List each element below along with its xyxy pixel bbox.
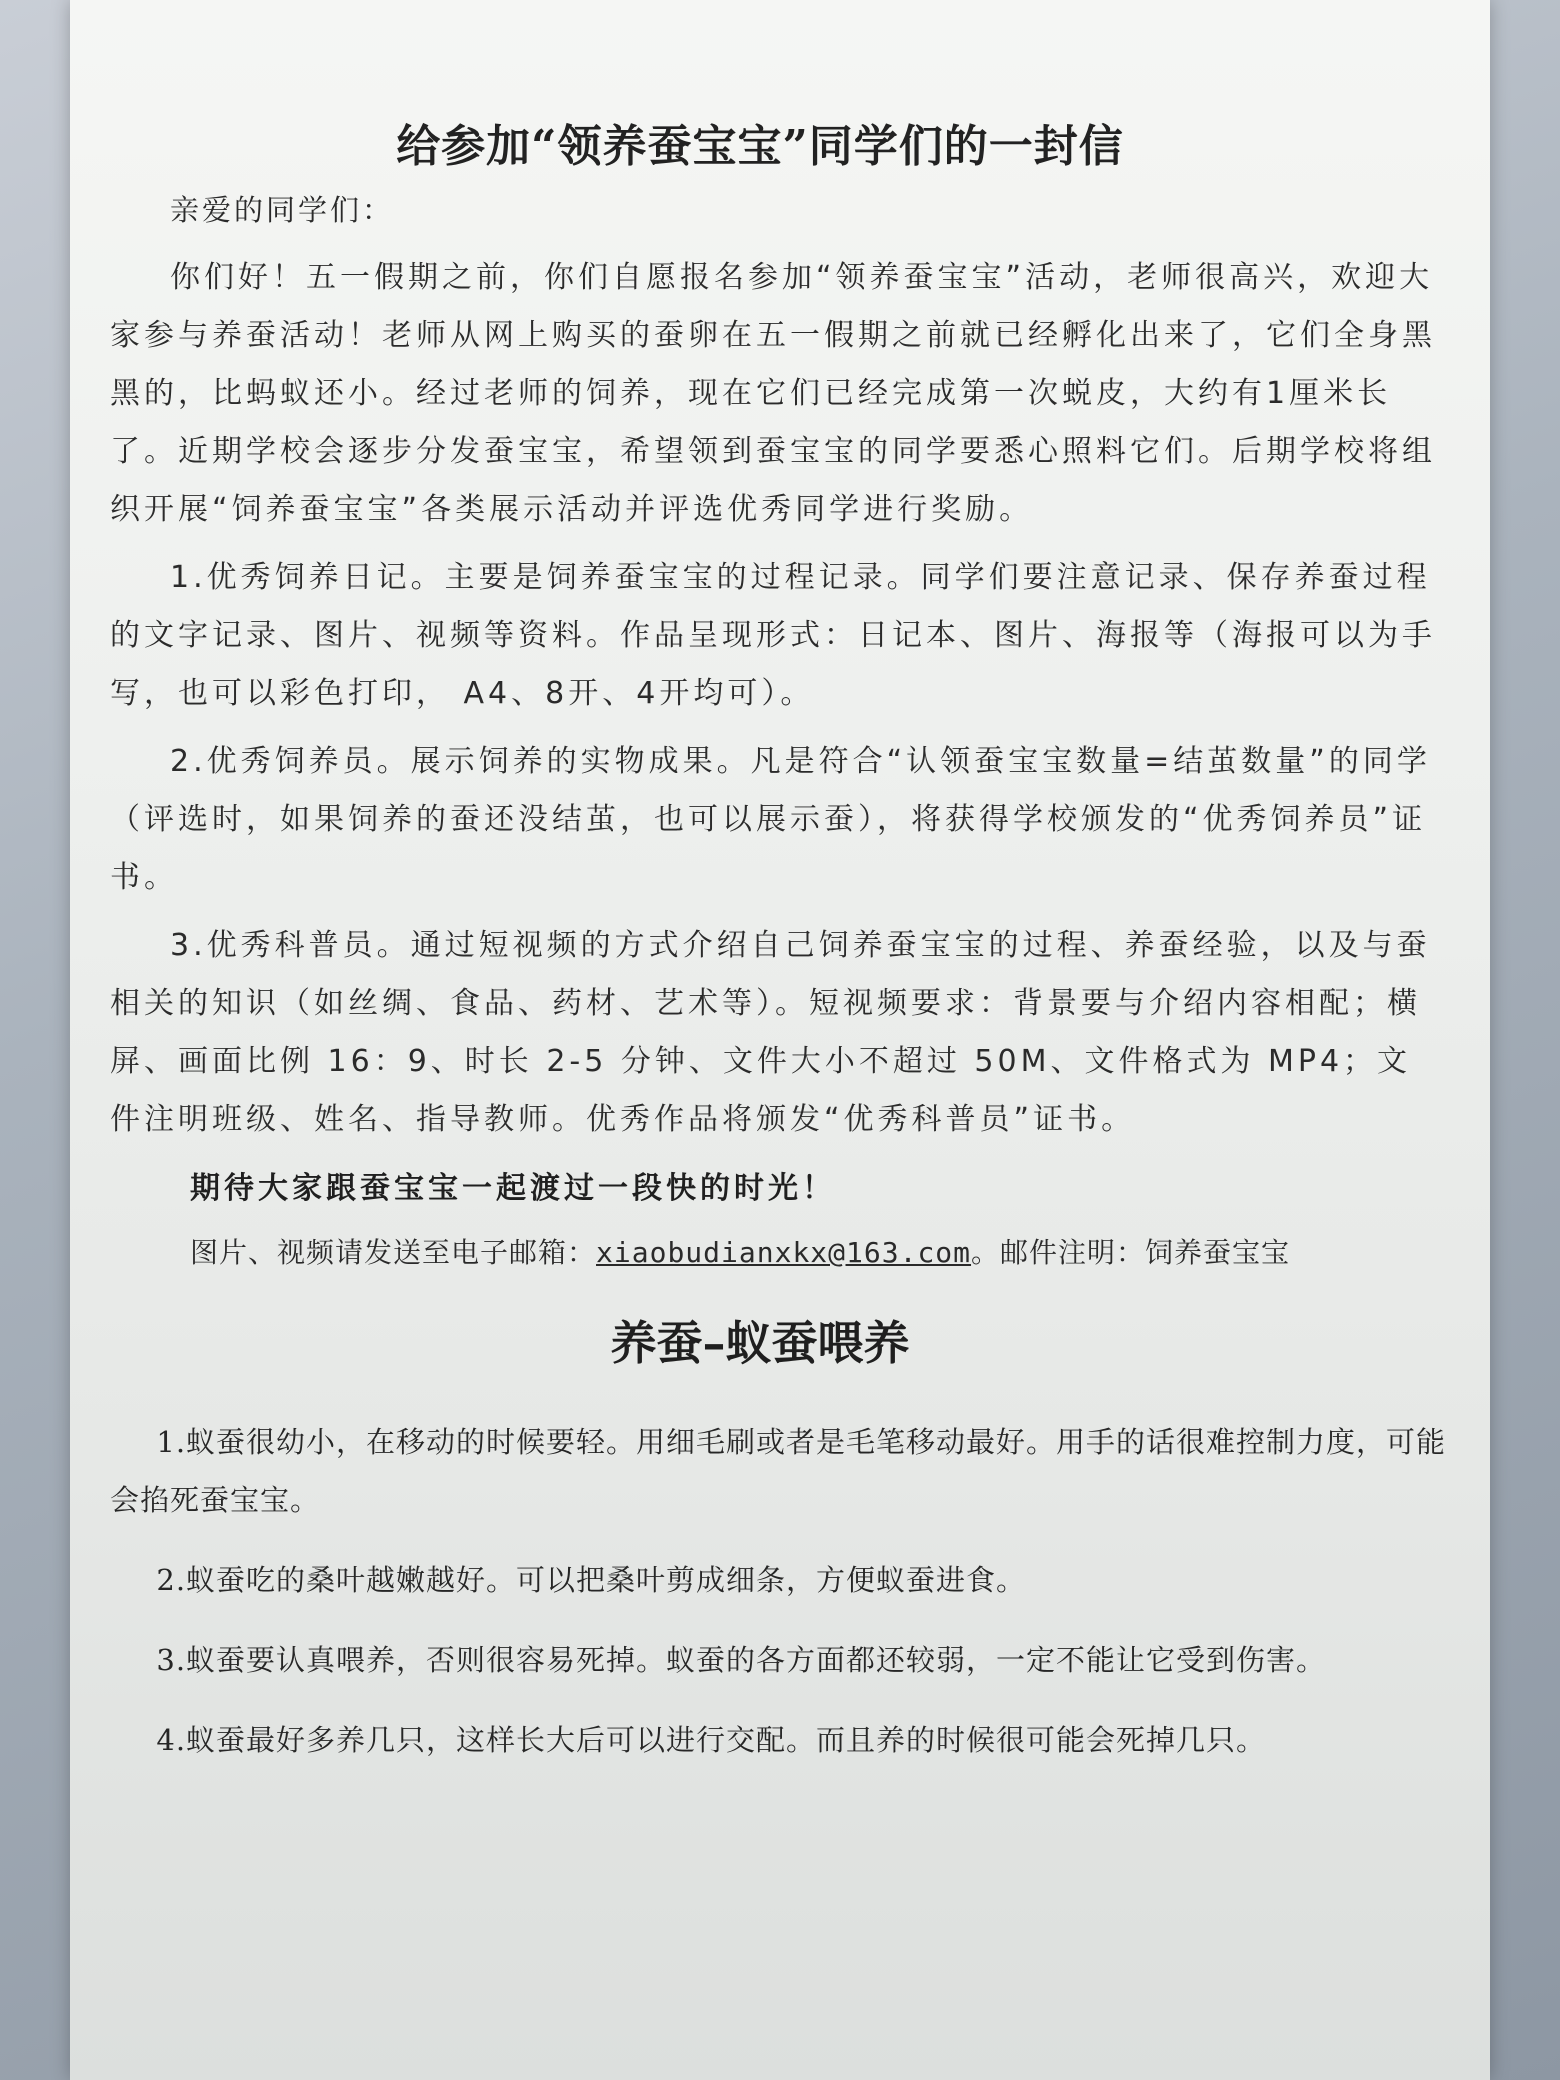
- award-item-diary: 1.优秀饲养日记。主要是饲养蚕宝宝的过程记录。同学们要注意记录、保存养蚕过程的文字记录、图片、视频等资料。作品呈现形式：日记本、图片、海报等（海报可以为手写，也可以彩色打印， A4、8开、4开均可）。: [110, 560, 1436, 711]
- email-instruction: [190, 1231, 1490, 1271]
- email-prefix: 图片、视频请发送至电子邮箱：: [190, 1236, 597, 1269]
- guide-item: 1.蚁蚕很幼小，在移动的时候要轻。用细毛刷或者是毛笔移动最好。用手的话很难控制力度，可能会掐死蚕宝宝。: [110, 1425, 1447, 1517]
- email-address: xiaobudianxkx@163.com: [596, 1236, 972, 1269]
- letter-greeting: 亲爱的同学们：: [170, 193, 395, 227]
- letter-content: [110, 110, 1490, 1791]
- guide-title: 养蚕–蚁蚕喂养: [610, 1316, 910, 1370]
- award-item-breeder: 2.优秀饲养员。展示饲养的实物成果。凡是符合“认领蚕宝宝数量=结茧数量”的同学（评选时，如果饲养的蚕还没结茧，也可以展示蚕），将获得学校颁发的“优秀饲养员”证书。: [110, 744, 1431, 895]
- paper-sheet: [70, 0, 1490, 2080]
- letter-closing: 期待大家跟蚕宝宝一起渡过一段快的时光！: [190, 1171, 836, 1206]
- guide-item: 4.蚁蚕最好多养几只，这样长大后可以进行交配。而且养的时候很可能会死掉几只。: [156, 1723, 1267, 1757]
- guide-item: 3.蚁蚕要认真喂养，否则很容易死掉。蚁蚕的各方面都还较弱，一定不能让它受到伤害。: [156, 1643, 1327, 1677]
- letter-title: 给参加“领养蚕宝宝”同学们的一封信: [396, 121, 1124, 172]
- email-suffix: 。邮件注明：饲养蚕宝宝: [971, 1236, 1291, 1269]
- letter-intro-paragraph: 你们好！五一假期之前，你们自愿报名参加“领养蚕宝宝”活动，老师很高兴，欢迎大家参与养蚕活动！老师从网上购买的蚕卵在五一假期之前就已经孵化出来了，它们全身黑黑的，比蚂蚁还小。经过老师的饲养，现在它们已经完成第一次蜕皮，大约有1厘米长了。近期学校会逐步分发蚕宝宝，希望领到蚕宝宝的同学要悉心照料它们。后期学校将组织开展“饲养蚕宝宝”各类展示活动并评选优秀同学进行奖励。: [110, 260, 1436, 527]
- guide-item: 2.蚁蚕吃的桑叶越嫩越好。可以把桑叶剪成细条，方便蚁蚕进食。: [156, 1563, 1027, 1597]
- award-item-science: 3.优秀科普员。通过短视频的方式介绍自己饲养蚕宝宝的过程、养蚕经验，以及与蚕相关的知识（如丝绸、食品、药材、艺术等）。短视频要求：背景要与介绍内容相配；横屏、画面比例 16：9、时长 2-5 分钟、文件大小不超过 50M、文件格式为 MP4；文件注明班级、姓名、指导教师。优秀作品将颁发“优秀科普员”证书。: [110, 928, 1431, 1137]
